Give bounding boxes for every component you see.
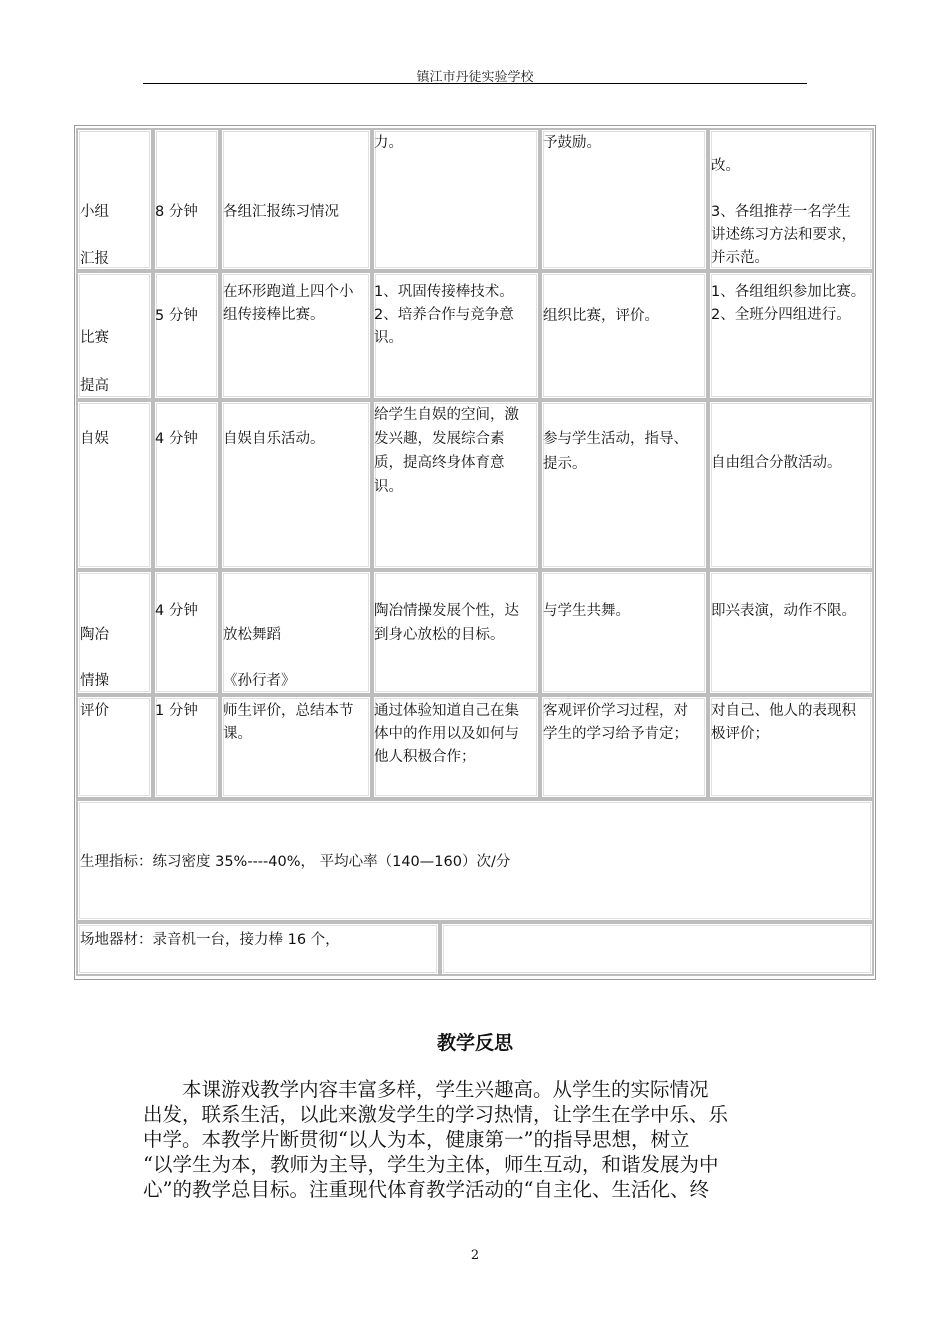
goal-cell <box>372 400 540 570</box>
reflection-line: 中学。本教学片断贯彻“以人为本，健康第一”的指导思想，树立 <box>143 1128 690 1151</box>
goal-text: 他人积极合作； <box>374 749 476 765</box>
goal-text: 发兴趣，发展综合素 <box>374 431 505 447</box>
empty-cell <box>440 922 874 976</box>
student-text: 1、各组组织参加比赛。 <box>711 284 866 300</box>
content-cell <box>220 695 372 799</box>
student-text: 极评价； <box>711 726 769 742</box>
student-cell <box>708 570 874 695</box>
duration: 1 分钟 <box>155 703 198 719</box>
goal-cell <box>372 695 540 799</box>
table-row <box>76 400 153 570</box>
reflection-line: 心”的教学总目标。注重现代体育教学活动的“自主化、生活化、终 <box>143 1178 709 1201</box>
section-label: 比赛 <box>80 330 109 346</box>
content-text: 自娱自乐活动。 <box>223 431 325 447</box>
content-text: 在环形跑道上四个小 <box>223 284 354 300</box>
goal-text: 力。 <box>374 135 403 151</box>
duration: 4 分钟 <box>155 603 198 619</box>
teacher-cell <box>540 400 708 570</box>
student-text: 3、各组推荐一名学生 <box>711 204 851 220</box>
goal-text: 给学生自娱的空间，激 <box>374 407 519 423</box>
section-label: 汇报 <box>80 251 109 267</box>
content-text: 师生评价，总结本节 <box>223 703 354 719</box>
student-text: 改。 <box>711 158 740 174</box>
time-cell <box>153 570 220 695</box>
header-rule <box>143 83 807 84</box>
goal-text: 质，提高终身体育意 <box>374 455 505 471</box>
content-text: 放松舞蹈 <box>223 627 281 643</box>
physio-indicators: 生理指标：练习密度 35%----40%， 平均心率（140—160）次/分 <box>80 854 511 870</box>
equipment-text: 场地器材：录音机一台，接力棒 16 个， <box>80 932 340 948</box>
content-text: 组传接棒比赛。 <box>223 307 325 323</box>
student-text: 并示范。 <box>711 250 769 266</box>
table-row <box>76 271 153 400</box>
student-cell <box>708 400 874 570</box>
teacher-cell <box>540 271 708 400</box>
reflection-line: “以学生为本，教师为主导，学生为主体，师生互动，和谐发展为中 <box>143 1153 719 1176</box>
student-text: 对自己、他人的表现积 <box>711 703 856 719</box>
content-cell <box>220 128 372 271</box>
section-label: 小组 <box>80 204 109 220</box>
time-cell <box>153 695 220 799</box>
teacher-text: 提示。 <box>543 456 587 472</box>
page-header: 镇江市丹徒实验学校 <box>416 70 534 85</box>
teacher-text: 参与学生活动，指导、 <box>543 431 688 447</box>
section-label: 陶冶 <box>80 627 109 643</box>
section-label: 自娱 <box>80 431 109 447</box>
content-cell <box>220 271 372 400</box>
goal-text: 体中的作用以及如何与 <box>374 726 519 742</box>
physio-cell <box>76 799 874 922</box>
content-cell <box>220 570 372 695</box>
teacher-cell <box>540 695 708 799</box>
student-cell <box>708 271 874 400</box>
teacher-cell <box>540 570 708 695</box>
section-label: 情操 <box>80 673 109 689</box>
teacher-text: 学生的学习给予肯定； <box>543 726 688 742</box>
goal-text: 识。 <box>374 479 403 495</box>
goal-text: 陶冶情操发展个性，达 <box>374 603 519 619</box>
goal-text: 1、巩固传接棒技术。 <box>374 284 514 300</box>
student-text: 自由组合分散活动。 <box>711 455 842 471</box>
section-label: 评价 <box>80 703 109 719</box>
goal-text: 识。 <box>374 330 403 346</box>
reflection-line: 出发，联系生活，以此来激发学生的学习热情，让学生在学中乐、乐 <box>143 1103 729 1126</box>
table-row <box>76 570 153 695</box>
teacher-text: 与学生共舞。 <box>543 603 630 619</box>
duration: 8 分钟 <box>155 204 198 220</box>
content-cell <box>220 400 372 570</box>
student-text: 讲述练习方法和要求， <box>711 227 856 243</box>
goal-text: 到身心放松的目标。 <box>374 627 505 643</box>
equipment-cell <box>76 922 440 976</box>
reflection-line: 本课游戏教学内容丰富多样，学生兴趣高。从学生的实际情况 <box>143 1078 709 1101</box>
student-cell <box>708 695 874 799</box>
goal-cell <box>372 128 540 271</box>
duration: 4 分钟 <box>155 431 198 447</box>
content-text: 《孙行者》 <box>223 673 296 689</box>
reflection-title: 教学反思 <box>436 1032 513 1054</box>
teacher-text: 予鼓励。 <box>543 135 601 151</box>
content-text: 课。 <box>223 726 252 742</box>
goal-cell <box>372 271 540 400</box>
student-text: 即兴表演，动作不限。 <box>711 603 856 619</box>
section-label: 提高 <box>80 378 109 394</box>
page-number: 2 <box>470 1248 480 1263</box>
teacher-cell <box>540 128 708 271</box>
time-cell <box>153 271 220 400</box>
goal-cell <box>372 570 540 695</box>
time-cell <box>153 128 220 271</box>
table-row <box>76 128 153 271</box>
student-cell <box>708 128 874 271</box>
teacher-text: 组织比赛，评价。 <box>543 308 659 324</box>
content-text: 各组汇报练习情况 <box>223 204 339 220</box>
time-cell <box>153 400 220 570</box>
goal-text: 2、培养合作与竞争意 <box>374 307 514 323</box>
duration: 5 分钟 <box>155 308 198 324</box>
teacher-text: 客观评价学习过程，对 <box>543 703 688 719</box>
goal-text: 通过体验知道自己在集 <box>374 703 519 719</box>
table-row <box>76 695 153 799</box>
student-text: 2、全班分四组进行。 <box>711 307 851 323</box>
